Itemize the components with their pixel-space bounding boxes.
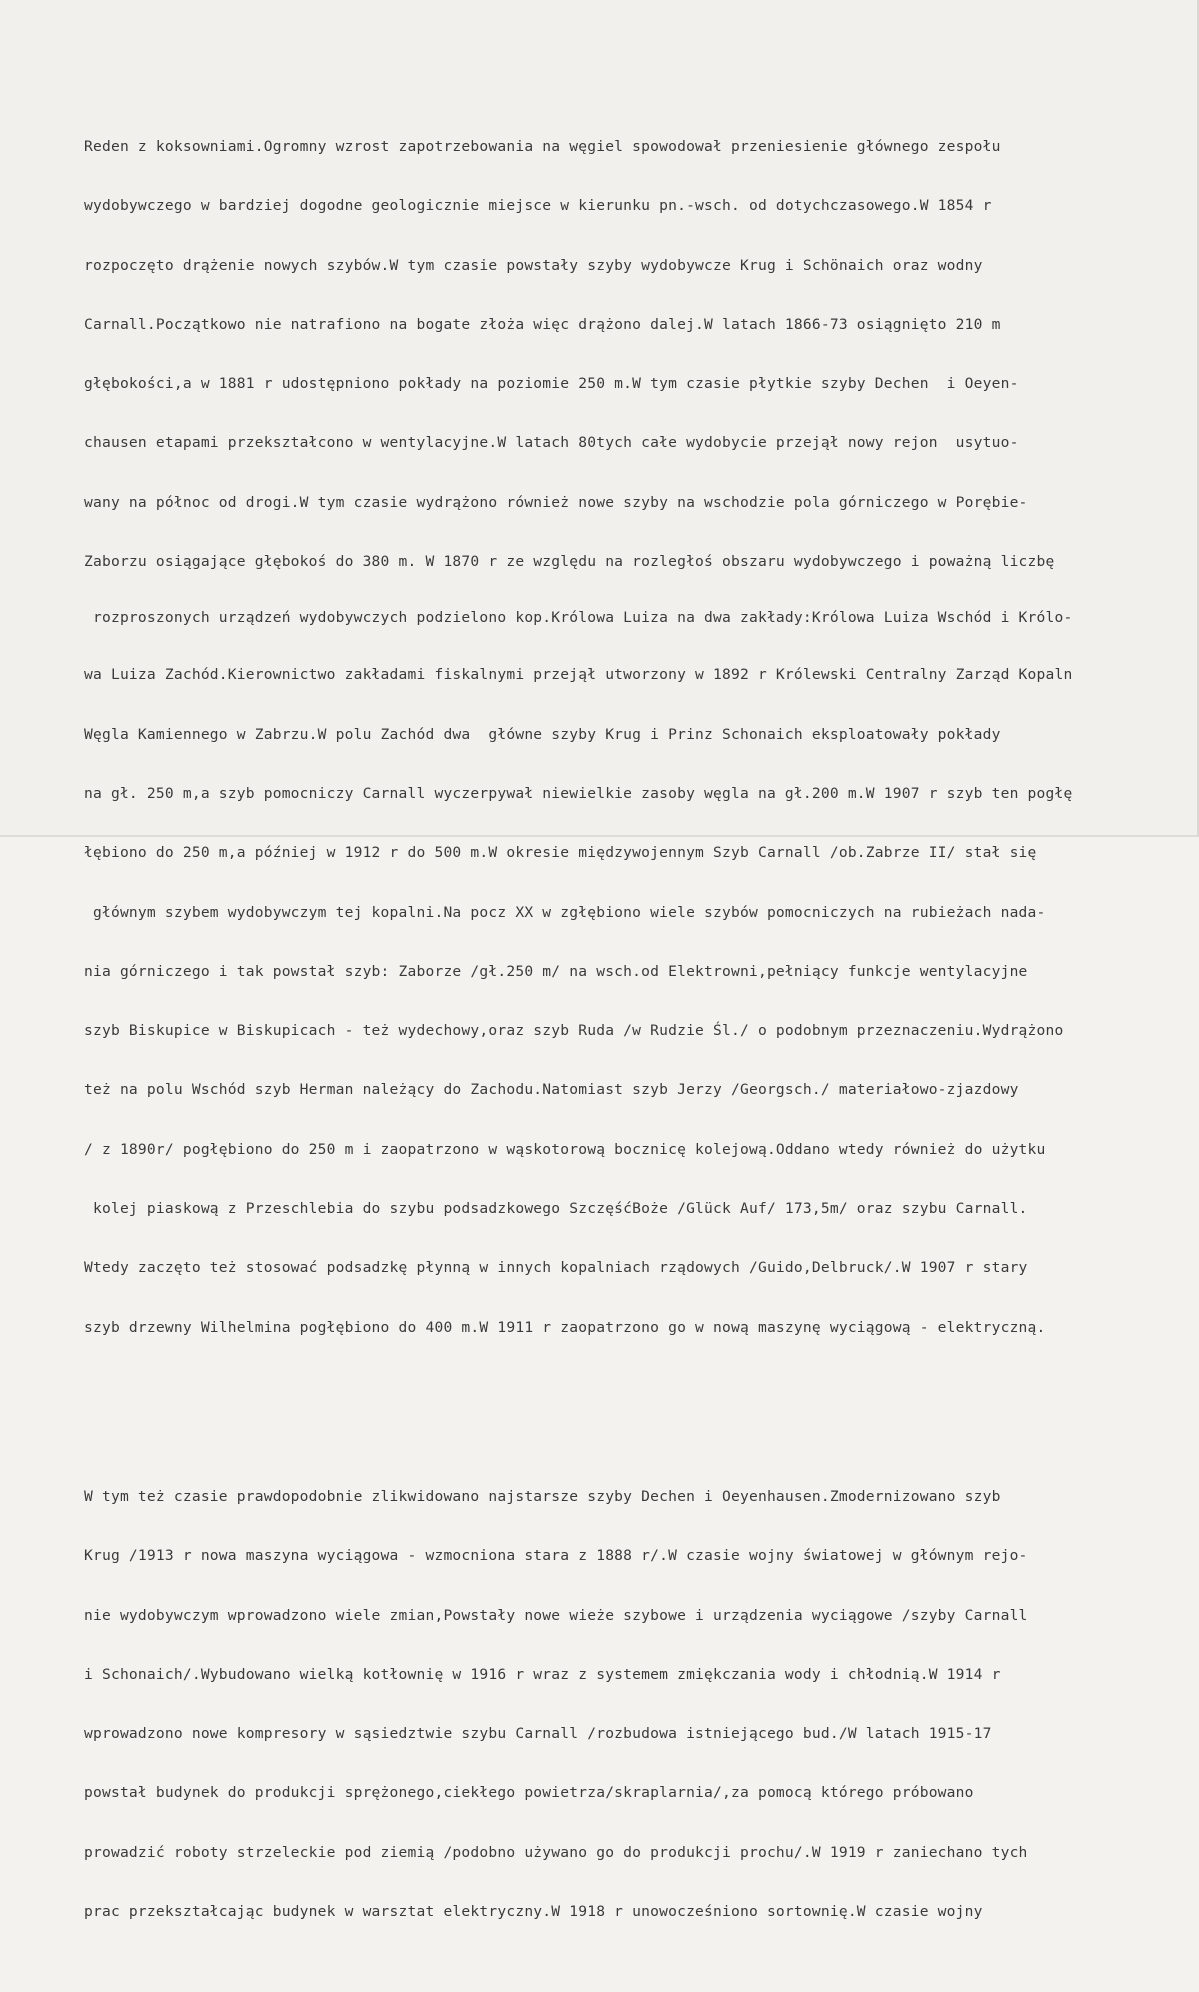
text-line: powstał budynek do produkcji sprężonego,ciekłego powietrza/skraplarnia/,za pomocą którego próbowano bbox=[84, 1784, 974, 1802]
paragraph-2 bbox=[84, 1450, 1196, 1958]
text-line: / z 1890r/ pogłębiono do 250 m i zaopatrzono w wąskotorową bocznicę kolejową.Oddano wtedy również do użytku bbox=[84, 1140, 1046, 1158]
text-line: rozproszonych urządzeń wydobywczych podzielono kop.Królowa Luiza na dwa zakłady:Królowa Luiza Wschód i Królo- bbox=[84, 609, 1073, 627]
text-line: wprowadzono nowe kompresory w sąsiedztwie szybu Carnall /rozbudowa istniejącego bud./W latach 1915-17 bbox=[84, 1725, 992, 1743]
text-line: wany na północ od drogi.W tym czasie wydrążono również nowe szyby na wschodzie pola górniczego w Porębie- bbox=[84, 493, 1028, 511]
text-line: na gł. 250 m,a szyb pomocniczy Carnall wyczerpywał niewielkie zasoby węgla na gł.200 m.W 1907 r szyb ten pogłę bbox=[84, 784, 1073, 802]
text-line: prowadzić roboty strzeleckie pod ziemią /podobno używano go do produkcji prochu/.W 1919 r zaniechano tych bbox=[84, 1843, 1028, 1861]
text-line: Zaborzu osiągające głębokoś do 380 m. W 1870 r ze względu na rozległoś obszaru wydobywczego i poważną liczbę bbox=[84, 553, 1055, 571]
text-line: nia górniczego i tak powstał szyb: Zaborze /gł.250 m/ na wsch.od Elektrowni,pełniący funkcje wentylacyjne bbox=[84, 962, 1028, 980]
text-line: Wtedy zaczęto też stosować podsadzkę płynną w innych kopalniach rządowych /Guido,Delbruck/.W 1907 r stary bbox=[84, 1259, 1028, 1277]
text-line: głębokości,a w 1881 r udostępniono pokłady na poziomie 250 m.W tym czasie płytkie szyby Dechen i Oeyen- bbox=[84, 375, 1019, 393]
text-line: i Schonaich/.Wybudowano wielką kotłownię w 1916 r wraz z systemem zmiękczania wody i chłodnią.W 1914 r bbox=[84, 1665, 1001, 1683]
text-line: chausen etapami przekształcono w wentylacyjne.W latach 80tych całe wydobycie przejął nowy rejon usytuo- bbox=[84, 434, 1019, 452]
text-line: nie wydobywczym wprowadzono wiele zmian,Powstały nowe wieże szybowe i urządzenia wyciągowe /szyby Carnall bbox=[84, 1606, 1028, 1624]
text-line: Węgla Kamiennego w Zabrzu.W polu Zachód dwa główne szyby Krug i Prinz Schonaich eksploatowały pokłady bbox=[84, 725, 1001, 743]
paragraph-1 bbox=[84, 100, 1196, 1374]
text-line: Reden z koksowniami.Ogromny wzrost zapotrzebowania na węgiel spowodował przeniesienie głównego zespołu bbox=[84, 138, 1001, 155]
text-line: szyb Biskupice w Biskupicach - też wydechowy,oraz szyb Ruda /w Rudzie Śl./ o podobnym przeznaczeniu.Wydrążono bbox=[84, 1022, 1064, 1040]
paragraph-gap bbox=[84, 1408, 1196, 1416]
text-line: wa Luiza Zachód.Kierownictwo zakładami fiskalnymi przejął utworzony w 1892 r Królewski Centralny Zarząd Kopaln bbox=[84, 666, 1073, 684]
text-line: szyb drzewny Wilhelmina pogłębiono do 400 m.W 1911 r zaopatrzono go w nową maszynę wyciągową - elektryczną. bbox=[84, 1318, 1046, 1336]
text-line: Krug /1913 r nowa maszyna wyciągowa - wzmocniona stara z 1888 r/.W czasie wojny światowej w głównym rejo- bbox=[84, 1547, 1028, 1565]
typed-text-block bbox=[84, 66, 1196, 1992]
text-line: wydobywczego w bardziej dogodne geologicznie miejsce w kierunku pn.-wsch. od dotychczasowego.W 1854 r bbox=[84, 197, 992, 215]
text-line: W tym też czasie prawdopodobnie zlikwidowano najstarsze szyby Dechen i Oeyenhausen.Zmodernizowano szyb bbox=[84, 1487, 1001, 1505]
text-line: Carnall.Początkowo nie natrafiono na bogate złoża więc drążono dalej.W latach 1866-73 osiągnięto 210 m bbox=[84, 315, 1001, 333]
text-line: głównym szybem wydobywczym tej kopalni.Na pocz XX w zgłębiono wiele szybów pomocniczych na rubieżach nada- bbox=[84, 903, 1046, 921]
text-line: rozpoczęto drążenie nowych szybów.W tym czasie powstały szyby wydobywcze Krug i Schönaich oraz wodny bbox=[84, 256, 983, 274]
text-line: kolej piaskową z Przeschlebia do szybu podsadzkowego SzczęśćBoże /Glück Auf/ 173,5m/ oraz szybu Carnall. bbox=[84, 1200, 1028, 1218]
text-line: prac przekształcając budynek w warsztat elektryczny.W 1918 r unowocześniono sortownię.W czasie wojny bbox=[84, 1903, 983, 1921]
text-line: łębiono do 250 m,a później w 1912 r do 500 m.W okresie międzywojennym Szyb Carnall /ob.Zabrze II/ stał się bbox=[84, 844, 1037, 862]
text-line: też na polu Wschód szyb Herman należący do Zachodu.Natomiast szyb Jerzy /Georgsch./ materiałowo-zjazdowy bbox=[84, 1081, 1019, 1099]
